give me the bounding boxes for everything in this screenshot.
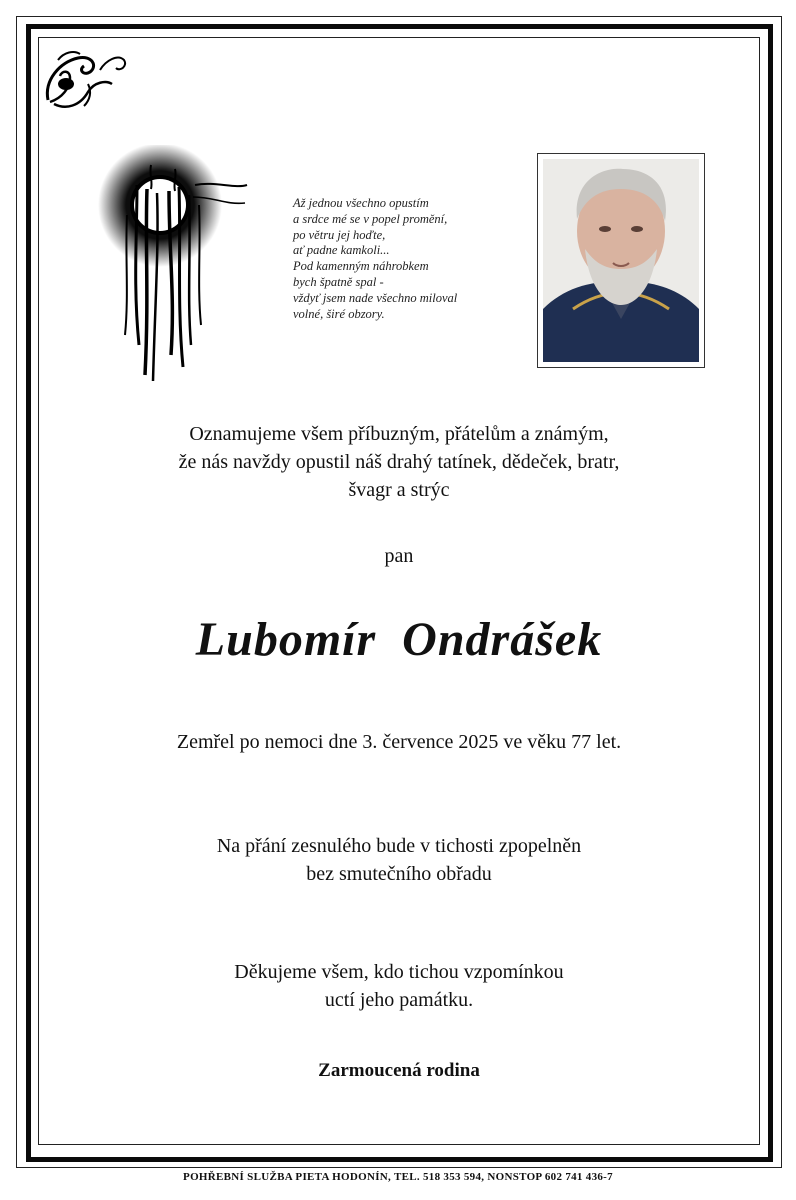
announcement-line: švagr a strýc <box>348 479 450 501</box>
poem-line: volné, širé obzory. <box>293 306 385 321</box>
funeral-service-footer: POHŘEBNÍ SLUŽBA PIETA HODONÍN, TEL. 518 353 594, NONSTOP 602 741 436-7 <box>183 1171 613 1183</box>
announcement-line: že nás navždy opustil náš drahý tatínek, dědeček, bratr, <box>178 451 620 473</box>
death-notice: Zemřel po nemoci dne 3. července 2025 ve věku 77 let. <box>176 731 622 753</box>
memorial-poem <box>293 196 513 322</box>
deceased-last-name: Ondrášek <box>402 613 603 666</box>
cremation-line: Na přání zesnulého bude v tichosti zpopelněn <box>216 835 582 857</box>
announcement-line: Oznamujeme všem příbuzným, přátelům a známým, <box>189 423 609 445</box>
poem-line: Pod kamenným náhrobkem <box>293 259 429 274</box>
deceased-first-name: Lubomír <box>195 613 377 666</box>
thanks-line: uctí jeho památku. <box>324 989 474 1011</box>
poem-line: a srdce mé se v popel promění, <box>293 211 448 226</box>
poem-line: Až jednou všechno opustím <box>293 196 429 210</box>
salutation: pan <box>384 545 414 567</box>
cremation-notice <box>38 832 760 888</box>
poem-line: ať padne kamkoli... <box>293 243 390 258</box>
portrait-photo <box>543 159 699 362</box>
family-signature: Zarmoucená rodina <box>318 1060 480 1081</box>
deceased-name <box>38 612 760 667</box>
poem-line: po větru jej hoďte, <box>293 227 386 242</box>
cremation-line: bez smutečního obřadu <box>306 863 492 885</box>
portrait-person-icon <box>543 159 699 362</box>
poem-line: vždyť jsem nade všechno miloval <box>293 290 458 305</box>
moon-reeds-illustration-icon <box>75 145 250 385</box>
announcement-text <box>38 420 760 504</box>
poem-line: bych špatně spal - <box>293 274 384 289</box>
thanks-text <box>38 958 760 1014</box>
portrait-photo-frame <box>537 153 705 368</box>
thanks-line: Děkujeme všem, kdo tichou vzpomínkou <box>234 961 564 983</box>
corner-ornament-icon <box>40 40 130 120</box>
